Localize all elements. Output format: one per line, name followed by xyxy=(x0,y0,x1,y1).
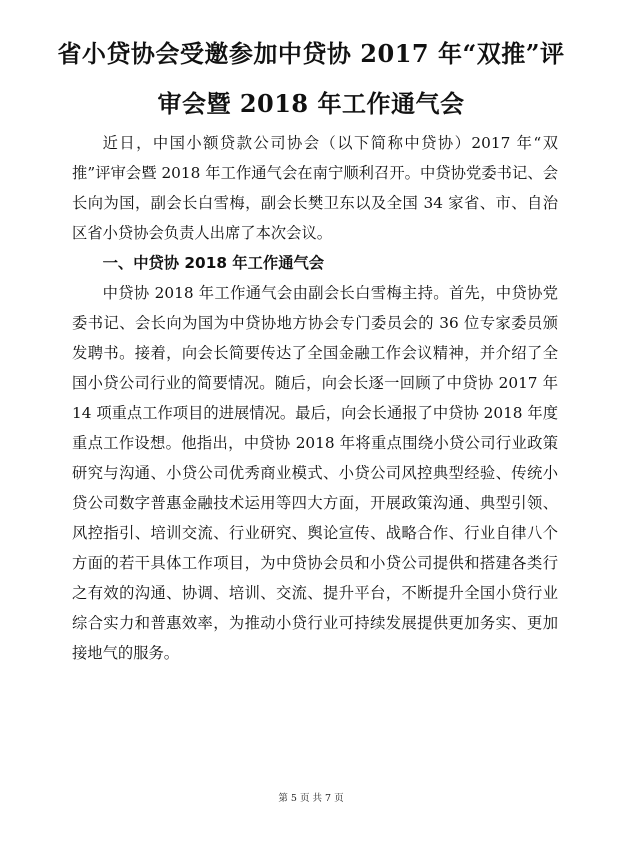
body-paragraph: 中贷协 2018 年工作通气会由副会长白雪梅主持。首先，中贷协党委书记、会长向为国为中贷协地方协会专门委员会的 36 位专家委员颁发聘书。接着，向会长简要传达了全国金融工作会议精神，并介绍了全国小贷公司行业的简要情况。随后，向会长逐一回顾了中贷协 2017 年 14 项重点工作项目的进展情况。最后，向会长通报了中贷协 2018 年度重点工作设想。他指出，中贷协 2018 年将重点围绕小贷公司行业政策研究与沟通、小贷公司优秀商业模式、小贷公司风控典型经验、传统小贷公司数字普惠金融技术运用等四大方面，开展政策沟通、典型引领、风控指引、培训交流、行业研究、舆论宣传、战略合作、行业自律八个方面的若干具体工作项目，为中贷协会员和小贷公司提供和搭建各类行之有效的沟通、协调、培训、交流、提升平台，不断提升全国小贷行业综合实力和普惠效率，为推动小贷行业可持续发展提供更加务实、更加接地气的服务。 xyxy=(72,284,558,662)
title-line-2: 审会暨 2018 年工作通气会 xyxy=(157,89,465,118)
section-heading: 一、中贷协 2018 年工作通气会 xyxy=(102,254,325,272)
intro-paragraph: 近日，中国小额贷款公司协会（以下简称中贷协）2017 年“双推”评审会暨 2018 年工作通气会在南宁顺利召开。中贷协党委书记、会长向为国，副会长白雪梅，副会长樊卫东以及全国 34 家省、市、自治区省小贷协会负责人出席了本次会议。 xyxy=(72,134,558,242)
document-body xyxy=(72,128,558,668)
title-line-1: 省小贷协会受邀参加中贷协 2017 年“双推”评 xyxy=(57,39,565,68)
page-number: 第 5 页 共 7 页 xyxy=(278,793,344,804)
